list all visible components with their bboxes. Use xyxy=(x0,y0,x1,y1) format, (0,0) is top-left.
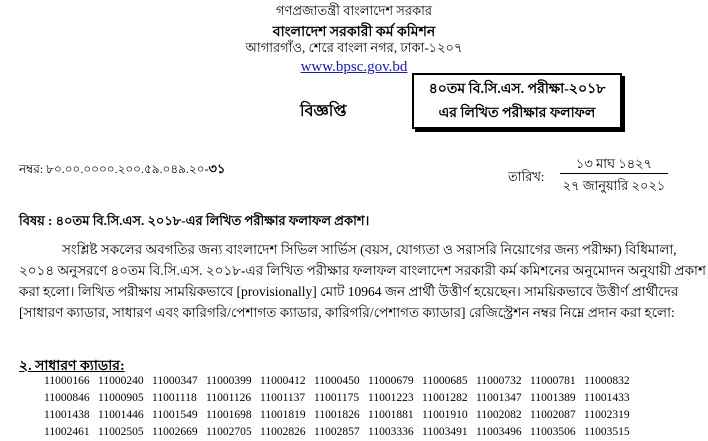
registration-row xyxy=(44,390,638,407)
registration-number: 11001446 xyxy=(98,409,144,421)
registration-number: 11001910 xyxy=(422,409,468,421)
body-line: [সাধারণ ক্যাডার, সাধারণ এবং কারিগরি/পেশাগত ক্যাডার, কারিগরি/পেশাগত ক্যাডার] রেজিস্ট্রেশন নম্বর নিম্নে প্রদান করা হলো: xyxy=(19,305,675,320)
exam-title-box xyxy=(412,73,622,129)
registration-number: 11000450 xyxy=(314,375,360,387)
registration-number: 11000732 xyxy=(476,375,522,387)
registration-number: 11001698 xyxy=(206,409,252,421)
registration-number: 11000685 xyxy=(422,375,468,387)
commission-name: বাংলাদেশ সরকারী কর্ম কমিশন xyxy=(272,25,436,40)
registration-number: 11001282 xyxy=(422,392,468,404)
registration-row xyxy=(44,407,638,424)
registration-number: 11003491 xyxy=(422,426,468,438)
exam-title-line1: ৪০তম বি.সি.এস. পরীক্ষা-২০১৮ xyxy=(428,82,606,97)
exam-title-line2: এর লিখিত পরীক্ষার ফলাফল xyxy=(438,106,596,121)
date-english: ২৭ জানুয়ারি ২০২১ xyxy=(562,178,666,193)
registration-row xyxy=(44,373,638,390)
registration-number: 11001433 xyxy=(584,392,630,404)
registration-number: 11000905 xyxy=(98,392,144,404)
body-line: করা হলো। লিখিত পরীক্ষায় সাময়িকভাবে [provisionally] মোট 10964 জন প্রার্থী উত্তীর্ণ হয়েছেন। সাময়িকভাবে উত্তীর্ণ প্রার্থীদের xyxy=(19,284,679,299)
date-label: তারিখ: xyxy=(508,169,545,184)
registration-number-grid xyxy=(44,373,638,441)
date-bangla: ১৩ মাঘ ১৪২৭ xyxy=(575,156,653,171)
registration-number: 11001549 xyxy=(152,409,198,421)
registration-number: 11002461 xyxy=(44,426,90,438)
registration-number: 11002857 xyxy=(314,426,360,438)
government-line: গণপ্রজাতন্ত্রী বাংলাদেশ সরকার xyxy=(275,3,433,18)
registration-number: 11002669 xyxy=(152,426,198,438)
registration-number: 11003336 xyxy=(368,426,414,438)
registration-number: 11001223 xyxy=(368,392,414,404)
memo-number-suffix: ৩১ xyxy=(208,161,226,176)
memo-number-prefix: নম্বর: ৮০.০০.০০০০.২০০.৫৯.০৪৯.২০- xyxy=(19,162,209,176)
registration-row xyxy=(44,424,638,441)
registration-number: 11002826 xyxy=(260,426,306,438)
body-line: সংশ্লিষ্ট সকলের অবগতির জন্য বাংলাদেশ সিভিল সার্ভিস (বয়স, যোগ্যতা ও সরাসরি নিয়োগের জন্য পরীক্ষা) বিধিমালা, xyxy=(62,242,677,257)
body-line: ২০১৪ অনুসরণে ৪০তম বি.সি.এস. ২০১৮-এর লিখিত পরীক্ষার ফলাফল বাংলাদেশ সরকারী কর্ম কমিশনের অনুমোদন অনুযায়ী প্রকাশ xyxy=(19,263,706,278)
registration-number: 11000240 xyxy=(98,375,144,387)
registration-number: 11001175 xyxy=(314,392,360,404)
registration-number: 11001137 xyxy=(260,392,306,404)
registration-number: 11003496 xyxy=(476,426,522,438)
commission-address: আগারগাঁও, শেরে বাংলা নগর, ঢাকা-১২০৭ xyxy=(245,40,463,55)
registration-number: 11000347 xyxy=(152,375,198,387)
registration-number: 11001819 xyxy=(260,409,306,421)
registration-number: 11002319 xyxy=(584,409,630,421)
registration-number: 11003515 xyxy=(584,426,630,438)
registration-number: 11002087 xyxy=(530,409,576,421)
registration-number: 11002705 xyxy=(206,426,252,438)
registration-number: 11001389 xyxy=(530,392,576,404)
date-divider xyxy=(560,173,668,174)
memo-number xyxy=(19,160,225,181)
registration-number: 11000399 xyxy=(206,375,252,387)
registration-number: 11001118 xyxy=(152,392,197,404)
registration-number: 11000781 xyxy=(530,375,576,387)
registration-number: 11000412 xyxy=(260,375,306,387)
section-heading: ২. সাধারণ ক্যাডার: xyxy=(19,359,125,374)
registration-number: 11000832 xyxy=(584,375,630,387)
registration-number: 11001826 xyxy=(314,409,360,421)
registration-number: 11002505 xyxy=(98,426,144,438)
registration-number: 11000846 xyxy=(44,392,90,404)
registration-number: 11001438 xyxy=(44,409,90,421)
registration-number: 11001881 xyxy=(368,409,414,421)
subject-line: বিষয় : ৪০তম বি.সি.এস. ২০১৮-এর লিখিত পরীক্ষার ফলাফল প্রকাশ। xyxy=(19,213,370,228)
notice-title: বিজ্ঞপ্তি xyxy=(300,103,347,120)
registration-number: 11000679 xyxy=(368,375,414,387)
registration-number: 11002082 xyxy=(476,409,522,421)
registration-number: 11001126 xyxy=(206,392,252,404)
registration-number: 11003506 xyxy=(530,426,576,438)
registration-number: 11001347 xyxy=(476,392,522,404)
website-link[interactable]: www.bpsc.gov.bd xyxy=(300,59,408,75)
registration-number: 11000166 xyxy=(44,375,90,387)
